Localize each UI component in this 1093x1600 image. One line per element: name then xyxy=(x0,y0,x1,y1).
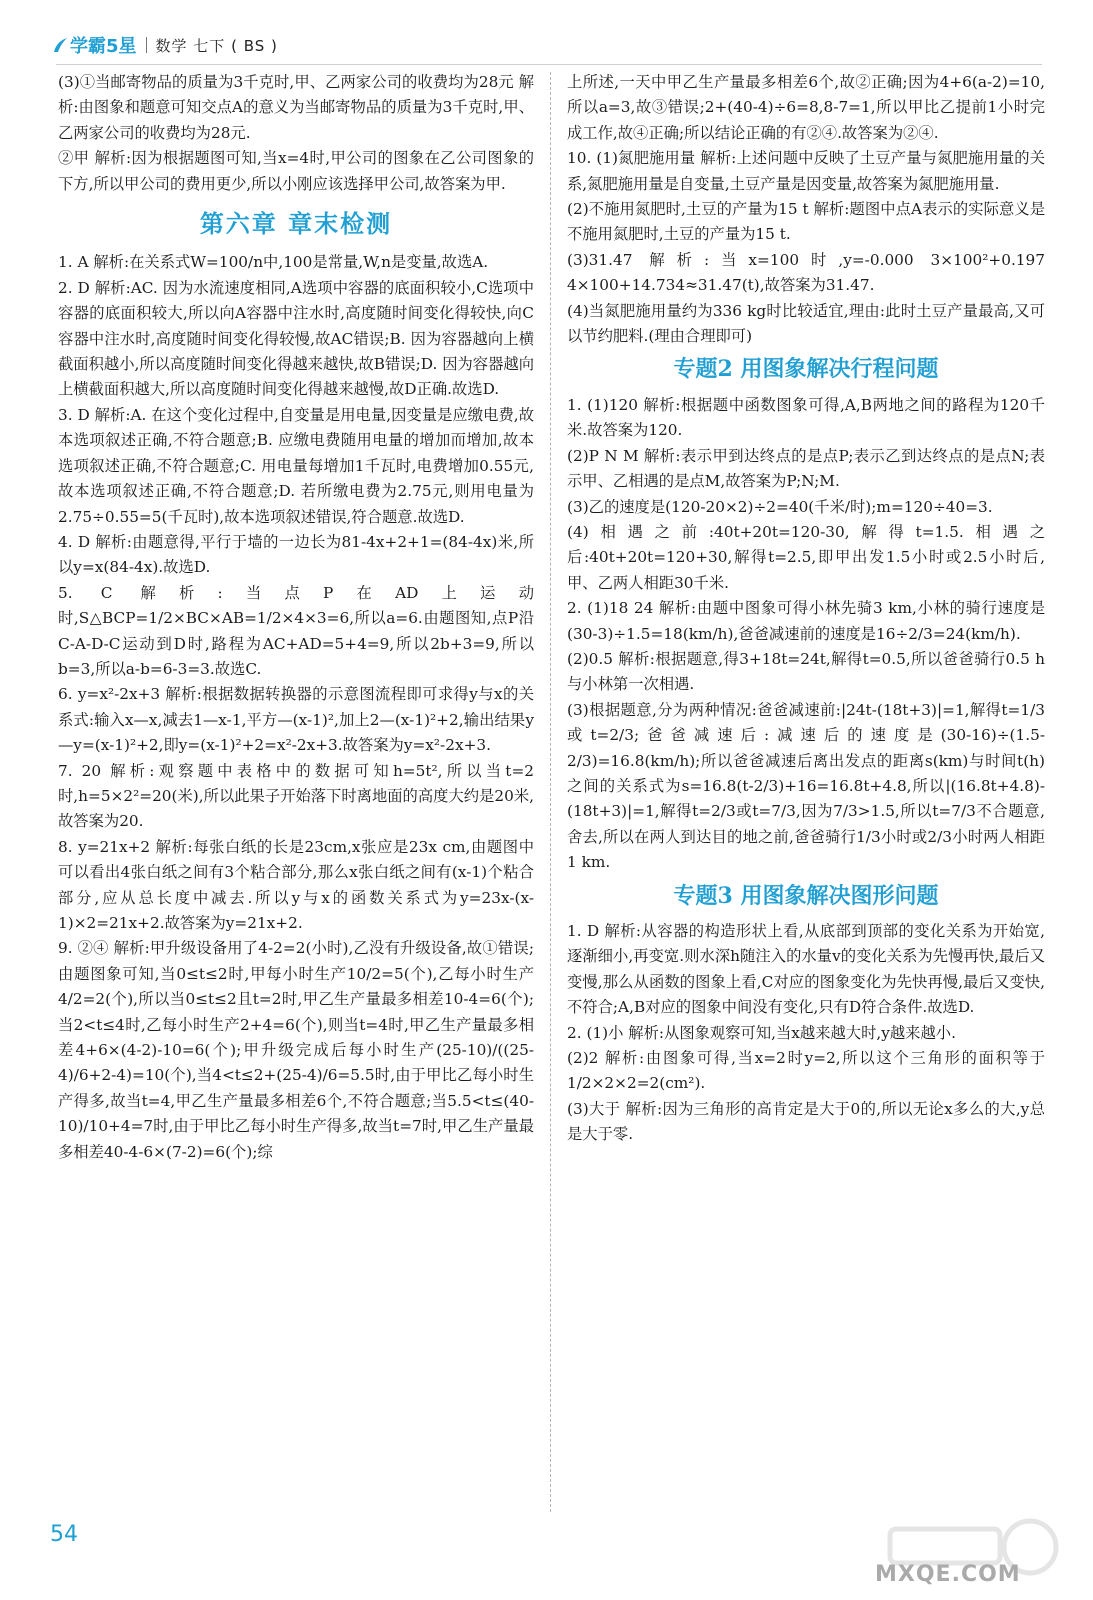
watermark-text: MXQE.COM xyxy=(875,1562,1021,1587)
answer-paragraph: 上所述,一天中甲乙生产量最多相差6个,故②正确;因为4+6(a-2)=10,所以a=3,故③错误;2+(40-4)÷6=8,8-7=1,所以甲比乙提前1小时完成工作,故④正确;所以结论正确的有②④.故答案为②④. xyxy=(567,73,1045,142)
answer-paragraph: (4)相遇之前:40t+20t=120-30,解得t=1.5.相遇之后:40t+20t=120+30,解得t=2.5,即甲出发1.5小时或2.5小时后,甲、乙两人相距30千米. xyxy=(567,522,1045,592)
answer-paragraph: 3. D 解析:A. 在这个变化过程中,自变量是用电量,因变量是应缴电费,故本选项叙述正确,不符合题意;B. 应缴电费随用电量的增加而增加,故本选项叙述正确,不符合题意;C. 用电量每增加1千瓦时,电费增加0.55元,故本选项叙述正确,不符合题意;D. 若所缴电费为2.75元,则用电量为2.75÷0.55=5(千瓦时),故本选项叙述错误,符合题意.故选D. xyxy=(58,405,534,526)
answer-paragraph: 9. ②④ 解析:甲升级设备用了4-2=2(小时),乙没有升级设备,故①错误;由题图象可知,当0≤t≤2时,甲每小时生产10/2=5(个),乙每小时生产4/2=2(个),所以当0≤t≤2且t=2时,甲乙生产量最多相差10-4=6(个);当2<t≤4时,乙每小时生产2+4=6(个),则当t=4时,甲乙生产量最多相差4+6×(4-2)-10=6(个);甲升级完成后每小时生产(25-10)/((25-4)/6+2-4)=10(个),当4<t≤2+(25-4)/6=5.5时,由于甲比乙每小时生产得多,故当t=4,甲乙生产量最多相差6个,不符合题意;当5.5<t≤(40-10)/10+4=7时,由于甲比乙每小时生产得多,故当t=7时,甲乙生产量最多相差40-4-6×(7-2)=6(个);综 xyxy=(58,939,534,1161)
left-column xyxy=(58,70,534,1165)
answer-paragraph: 2. (1)18 24 解析:由题中图象可得小林先骑3 km,小林的骑行速度是(30-3)÷1.5=18(km/h),爸爸减速前的速度是16÷2/3=24(km/h). xyxy=(567,599,1045,643)
answer-paragraph: 4. D 解析:由题意得,平行于墙的一边长为81-4x+2+1=(84-4x)米,所以y=x(84-4x).故选D. xyxy=(58,532,534,577)
answer-paragraph: 5. C 解析:当点P在AD上运动时,S△BCP=1/2×BC×AB=1/2×4×3=6,所以a=6.由题图知,点P沿C-A-D-C运动到D时,路程为AC+AD=5+4=9,所以2b+3=9,所以b=3,所以a-b=6-3=3.故选C. xyxy=(58,583,534,678)
answer-paragraph: 6. y=x²-2x+3 解析:根据数据转换器的示意图流程即可求得y与x的关系式:输入x—x,减去1—x-1,平方—(x-1)²,加上2—(x-1)²+2,输出结果y—y=(x-1)²+2,即y=(x-1)²+2=x²-2x+3.故答案为y=x²-2x+3. xyxy=(58,685,534,755)
answer-paragraph: (2)P N M 解析:表示甲到达终点的是点P;表示乙到达终点的是点N;表示甲、乙相遇的是点M,故答案为P;N;M. xyxy=(567,446,1045,491)
answer-paragraph: 10. (1)氮肥施用量 解析:上述问题中反映了土豆产量与氮肥施用量的关系,氮肥施用量是自变量,土豆产量是因变量,故答案为氮肥施用量. xyxy=(567,149,1045,193)
answer-paragraph: 7. 20 解析:观察题中表格中的数据可知h=5t²,所以当t=2时,h=5×2²=20(米),所以此果子开始落下时离地面的高度大约是20米,故答案为20. xyxy=(58,761,534,831)
topic3-title: 专题3 用图象解决图形问题 xyxy=(673,882,939,909)
answer-paragraph: (2)2 解析:由图象可得,当x=2时y=2,所以这个三角形的面积等于1/2×2×2=2(cm²). xyxy=(567,1049,1045,1093)
header-rule xyxy=(56,64,1042,65)
header-separator xyxy=(146,37,147,53)
answer-paragraph: 1. A 解析:在关系式W=100/n中,100是常量,W,n是变量,故选A. xyxy=(58,253,489,272)
page-number: 54 xyxy=(50,1522,78,1547)
answer-paragraph: 1. D 解析:从容器的构造形状上看,从底部到顶部的变化关系为开始宽,逐渐细小,再变宽.则水深h随注入的水量v的变化关系为先慢再快,最后又变慢,那么从函数的图象上看,C对应的图象变化为先快再慢,最后又变快,不符合;A,B对应的图象中间没有变化,只有D符合条件.故选D. xyxy=(567,922,1045,1017)
right-column xyxy=(567,70,1045,1148)
answer-paragraph: ②甲 解析:因为根据题图可知,当x=4时,甲公司的图象在乙公司图象的下方,所以甲公司的费用更少,所以小刚应该选择甲公司,故答案为甲. xyxy=(58,149,534,193)
answer-paragraph: (2)0.5 解析:根据题意,得3+18t=24t,解得t=0.5,所以爸爸骑行0.5 h与小林第一次相遇. xyxy=(567,649,1045,694)
answer-paragraph: 1. (1)120 解析:根据题中函数图象可得,A,B两地之间的路程为120千米.故答案为120. xyxy=(567,395,1045,440)
answer-paragraph: (2)不施用氮肥时,土豆的产量为15 t 解析:题图中点A表示的实际意义是不施用氮肥时,土豆的产量为15 t. xyxy=(567,200,1045,244)
answer-paragraph: (4)当氮肥施用量约为336 kg时比较适宜,理由:此时土豆产量最高,又可以节约肥料.(理由合理即可) xyxy=(567,301,1045,346)
column-divider xyxy=(550,72,551,1512)
answer-paragraph: 2. (1)小 解析:从图象观察可知,当x越来越大时,y越来越小. xyxy=(567,1023,956,1042)
page-header xyxy=(52,30,278,60)
brand-name: 学霸5星 xyxy=(70,36,137,57)
subject-label: 数学 七下 ( BS ) xyxy=(155,36,278,55)
answer-paragraph: (3)31.47 解析:当x=100时,y=-0.000 3×100²+0.197 4×100+14.734≈31.47(t),故答案为31.47. xyxy=(567,250,1045,295)
answer-paragraph: 2. D 解析:AC. 因为水流速度相同,A选项中容器的底面积较小,C选项中容器的底面积较大,所以向A容器中注水时,高度随时间变化得较快,向C容器中注水时,高度随时间变化得较慢,故AC错误;B. 因为容器越向上横截面积越小,所以高度随时间变化得越来越快,故B错误;D. 因为容器越向上横截面积越大,所以高度随时间变化得越来越慢,故D正确.故选D. xyxy=(58,278,534,399)
topic2-title: 专题2 用图象解决行程问题 xyxy=(673,356,939,383)
answer-paragraph: 8. y=21x+2 解析:每张白纸的长是23cm,x张应是23x cm,由题图中可以看出4张白纸之间有3个粘合部分,那么x张白纸之间有(x-1)个粘合部分,应从总长度中减去.所以y与x的函数关系式为y=23x-(x-1)×2=21x+2.故答案为y=21x+2. xyxy=(58,837,534,932)
answer-paragraph: (3)根据题意,分为两种情况:爸爸减速前:|24t-(18t+3)|=1,解得t=1/3或t=2/3;爸爸减速后:减速后的速度是(30-16)÷(1.5-2/3)=16.8(km/h);所以爸爸减速后离出发点的距离s(km)与时间t(h)之间的关系式为s=16.8(t-2/3)+16=16.8t+4.8,所以|(16.8t+4.8)-(18t+3)|=1,解得t=2/3或t=7/3,因为7/3>1.5,所以t=7/3不合题意,舍去,所以在两人到达目的地之前,爸爸骑行1/3小时或2/3小时两人相距1 km. xyxy=(567,700,1045,872)
brand-swoosh-icon xyxy=(52,36,68,54)
answer-paragraph: (3)乙的速度是(120-20×2)÷2=40(千米/时);m=120÷40=3. xyxy=(567,497,993,516)
brand-logo xyxy=(52,32,137,58)
answer-paragraph: (3)①当邮寄物品的质量为3千克时,甲、乙两家公司的收费均为28元 解析:由图象和题意可知交点A的意义为当邮寄物品的质量为3千克时,甲、乙两家公司的收费均为28元. xyxy=(58,73,534,142)
chapter-title: 第六章 章末检测 xyxy=(199,209,393,239)
answer-paragraph: (3)大于 解析:因为三角形的高肯定是大于0的,所以无论x多么的大,y总是大于零. xyxy=(567,1099,1045,1144)
